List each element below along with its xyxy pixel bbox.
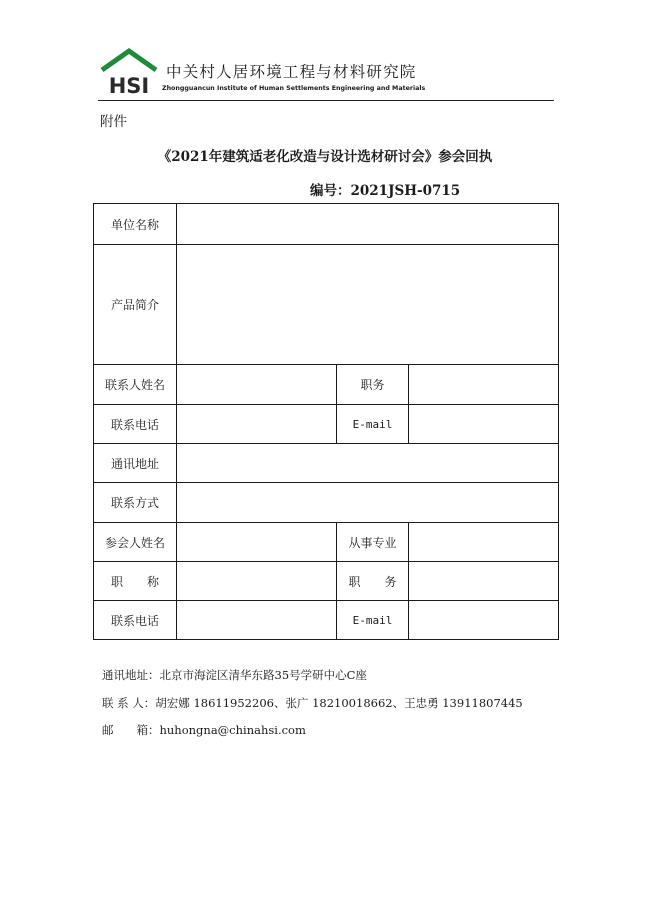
address-field[interactable]	[177, 444, 559, 483]
contact-name-label: 联系人姓名	[94, 365, 177, 405]
profession-field[interactable]	[409, 523, 559, 562]
attendee-phone-field[interactable]	[177, 601, 337, 640]
registration-form	[93, 203, 559, 640]
org-name-en: Zhongguancun Institute of Human Settlements Engineering and Materials	[162, 85, 426, 92]
form-row-contact-name	[94, 365, 559, 405]
attachment-label: 附件	[100, 114, 127, 130]
attendee-name-label: 参会人姓名	[94, 523, 177, 562]
position-field[interactable]	[409, 365, 559, 405]
product-intro-label: 产品简介	[94, 245, 177, 365]
contact-phone-field[interactable]	[177, 405, 337, 444]
contact-method-label: 联系方式	[94, 483, 177, 523]
document-number: 编号：2021JSH-0715	[310, 183, 461, 199]
header-divider	[98, 100, 554, 101]
profession-label: 从事专业	[337, 523, 409, 562]
company-name-field[interactable]	[177, 204, 559, 245]
position-label: 职务	[337, 365, 409, 405]
contact-name-field[interactable]	[177, 365, 337, 405]
form-row-attendee	[94, 523, 559, 562]
hsi-logo	[98, 48, 160, 96]
address-label: 通讯地址	[94, 444, 177, 483]
form-row-attendee-phone	[94, 601, 559, 640]
email-label: E-mail	[337, 405, 409, 444]
product-intro-field[interactable]	[177, 245, 559, 365]
form-row-address	[94, 444, 559, 483]
title-label: 职 称	[94, 562, 177, 601]
contact-people: 联 系 人：胡宏娜 18611952206、张广 18210018662、王忠勇 13911807445	[102, 696, 523, 710]
company-name-label: 单位名称	[94, 204, 177, 245]
position2-label: 职 务	[337, 562, 409, 601]
contact-email: 邮 箱：huhongna@chinahsi.com	[102, 723, 306, 737]
attendee-name-field[interactable]	[177, 523, 337, 562]
form-row-contact-method	[94, 483, 559, 523]
position2-field[interactable]	[409, 562, 559, 601]
contact-method-field[interactable]	[177, 483, 559, 523]
attendee-phone-label: 联系电话	[94, 601, 177, 640]
attendee-email-field[interactable]	[409, 601, 559, 640]
form-row-company	[94, 204, 559, 245]
contact-phone-label: 联系电话	[94, 405, 177, 444]
attendee-email-label: E-mail	[337, 601, 409, 640]
org-name-cn: 中关村人居环境工程与材料研究院	[166, 63, 417, 81]
email-field[interactable]	[409, 405, 559, 444]
roof-icon	[102, 51, 156, 70]
form-row-product	[94, 245, 559, 365]
logo-text: HSI	[108, 74, 150, 96]
contact-address: 通讯地址：北京市海淀区清华东路35号学研中心C座	[102, 668, 367, 682]
title-field[interactable]	[177, 562, 337, 601]
document-title: 《2021年建筑适老化改造与设计选材研讨会》参会回执	[157, 149, 493, 165]
form-row-title	[94, 562, 559, 601]
form-row-contact-phone	[94, 405, 559, 444]
